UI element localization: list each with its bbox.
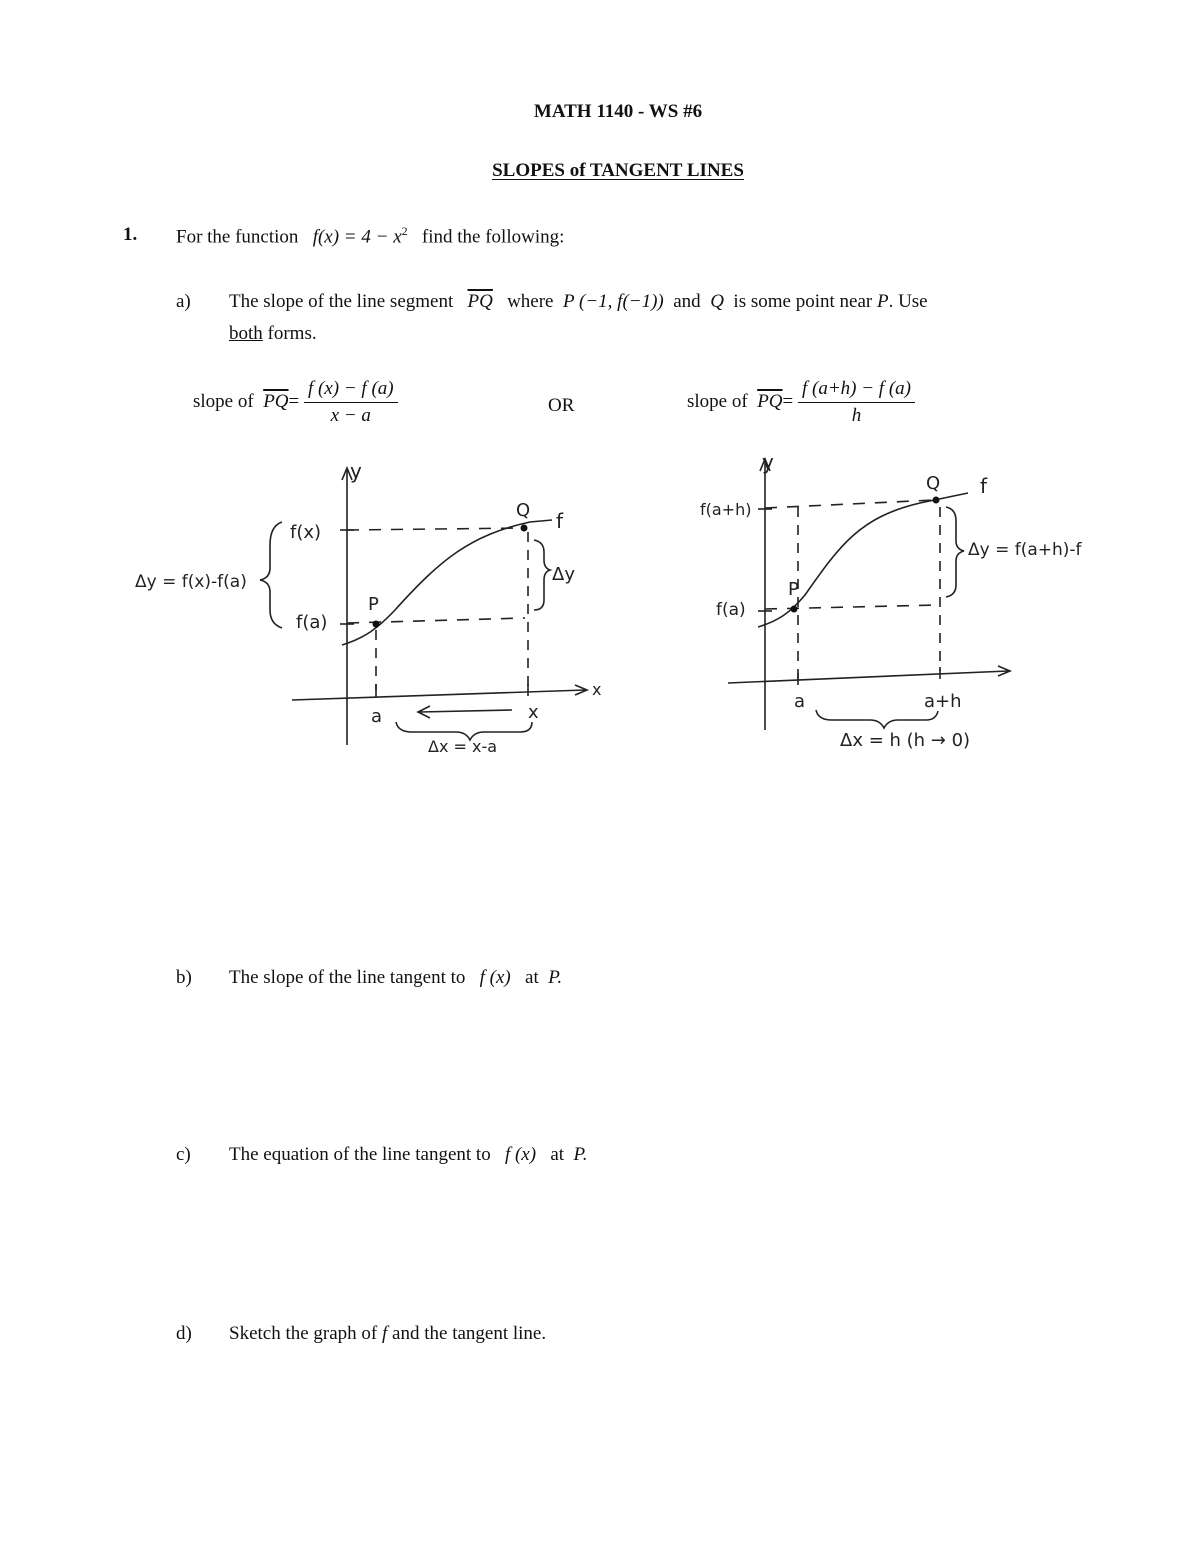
right-fah-guide	[765, 500, 935, 508]
right-dy-formula: Δy = f(a+h)-f	[968, 540, 1082, 560]
left-dy-formula: Δy = f(x)-f(a)	[135, 572, 247, 592]
right-dx-brace	[816, 710, 938, 728]
part-b-text	[229, 967, 562, 989]
formula-2	[687, 378, 915, 427]
formula-1	[193, 378, 398, 427]
formula-2-denominator: h	[851, 405, 862, 426]
left-point-q	[521, 525, 528, 532]
part-b-at: at	[525, 967, 539, 988]
left-dy-brace	[260, 522, 282, 628]
part-c-text	[229, 1144, 587, 1166]
right-a-tick: a	[794, 691, 806, 712]
right-point-q	[933, 497, 940, 504]
point-p-ref: P	[876, 291, 889, 312]
point-p: P (−1, f(−1))	[563, 291, 664, 312]
part-d-text	[229, 1323, 546, 1345]
part-d-text1: Sketch the graph of	[229, 1323, 378, 1344]
part-b-text1: The slope of the line tangent to	[229, 967, 466, 988]
part-a-label: a)	[176, 291, 191, 312]
part-a-text1: The slope of the line segment	[229, 291, 454, 312]
left-fa-label: f(a)	[296, 612, 328, 633]
right-fah-label: f(a+h)	[700, 500, 752, 519]
left-dx-arrow	[420, 710, 512, 712]
left-dy-small-brace	[534, 540, 550, 610]
left-dy-label: Δy	[552, 564, 575, 585]
part-c-fx: f (x)	[504, 1144, 537, 1165]
left-fx-guide	[347, 528, 525, 530]
right-q-label: Q	[926, 473, 941, 494]
formula-2-fraction	[798, 378, 915, 427]
worksheet-subtitle	[0, 160, 1200, 182]
part-a-text	[229, 291, 928, 313]
formula-1-eq: =	[288, 390, 300, 412]
intro-text: For the function	[176, 226, 299, 248]
secant-sketch-right	[690, 445, 1110, 775]
right-dx-formula: Δx = h (h → 0)	[840, 730, 971, 751]
right-x-axis	[728, 671, 1008, 683]
left-p-label: P	[368, 594, 379, 615]
part-a-text5: . Use	[888, 291, 928, 312]
left-y-label: y	[350, 459, 362, 483]
formula-1-denominator: x − a	[330, 405, 371, 426]
left-x-label: x	[592, 680, 602, 699]
left-point-p	[373, 621, 380, 628]
worksheet-title: MATH 1140 - WS #6	[533, 101, 703, 122]
part-a-text-line2	[229, 323, 317, 345]
right-p-label: P	[788, 579, 799, 600]
function-exponent: 2	[401, 224, 408, 238]
part-c-text1: The equation of the line tangent to	[229, 1144, 491, 1165]
right-dy-brace	[946, 507, 964, 597]
formula-2-prefix: slope of	[687, 390, 748, 412]
function-expression: f(x) = 4 − x	[312, 226, 402, 248]
formula-2-numerator: f (a+h) − f (a)	[798, 378, 915, 403]
both-emphasis: both	[229, 323, 263, 344]
right-point-p	[791, 606, 798, 613]
part-d-text2: and the tangent line.	[392, 1323, 547, 1344]
formula-1-prefix: slope of	[193, 390, 254, 412]
part-d-label: d)	[176, 1323, 192, 1344]
intro-end-text: find the following:	[421, 226, 565, 248]
left-a-tick: a	[371, 706, 383, 727]
right-fa-label: f(a)	[716, 600, 746, 620]
problem-intro	[176, 224, 564, 248]
left-x-tick: x	[528, 702, 539, 723]
segment-pq: $\overline{PQ}$	[467, 291, 493, 312]
part-b-p: P.	[548, 967, 563, 988]
formula-1-fraction	[304, 378, 398, 427]
formula-2-pq: $\overline{PQ}$	[757, 390, 783, 412]
part-c-at: at	[550, 1144, 565, 1165]
formula-1-pq: $\overline{PQ}$	[263, 390, 289, 412]
or-separator: OR	[548, 395, 575, 416]
part-c-label: c)	[176, 1144, 191, 1165]
part-b-label: b)	[176, 967, 192, 988]
formula-1-numerator: f (x) − f (a)	[304, 378, 398, 403]
part-a-text4: is some point near	[733, 291, 873, 312]
problem-number: 1.	[123, 224, 138, 245]
part-d-f: f	[382, 1323, 388, 1344]
left-x-axis	[292, 690, 585, 700]
part-b-fx: f (x)	[479, 967, 511, 988]
left-dx-formula: Δx = x-a	[428, 737, 498, 756]
forms-text: forms.	[267, 323, 317, 344]
right-y-label: y	[762, 450, 774, 474]
part-a-text3: and	[673, 291, 701, 312]
left-f-label: f	[556, 509, 564, 533]
left-q-label: Q	[516, 500, 531, 521]
formula-2-eq: =	[782, 390, 794, 412]
secant-sketch-left	[120, 450, 620, 780]
right-f-label: f	[980, 474, 988, 498]
point-q: Q	[710, 291, 724, 312]
part-a-text2: where	[507, 291, 554, 312]
part-c-p: P.	[573, 1144, 588, 1165]
left-fx-label: f(x)	[290, 522, 322, 543]
right-ah-tick: a+h	[924, 691, 962, 712]
subtitle-text: SLOPES of TANGENT LINES	[492, 160, 744, 181]
